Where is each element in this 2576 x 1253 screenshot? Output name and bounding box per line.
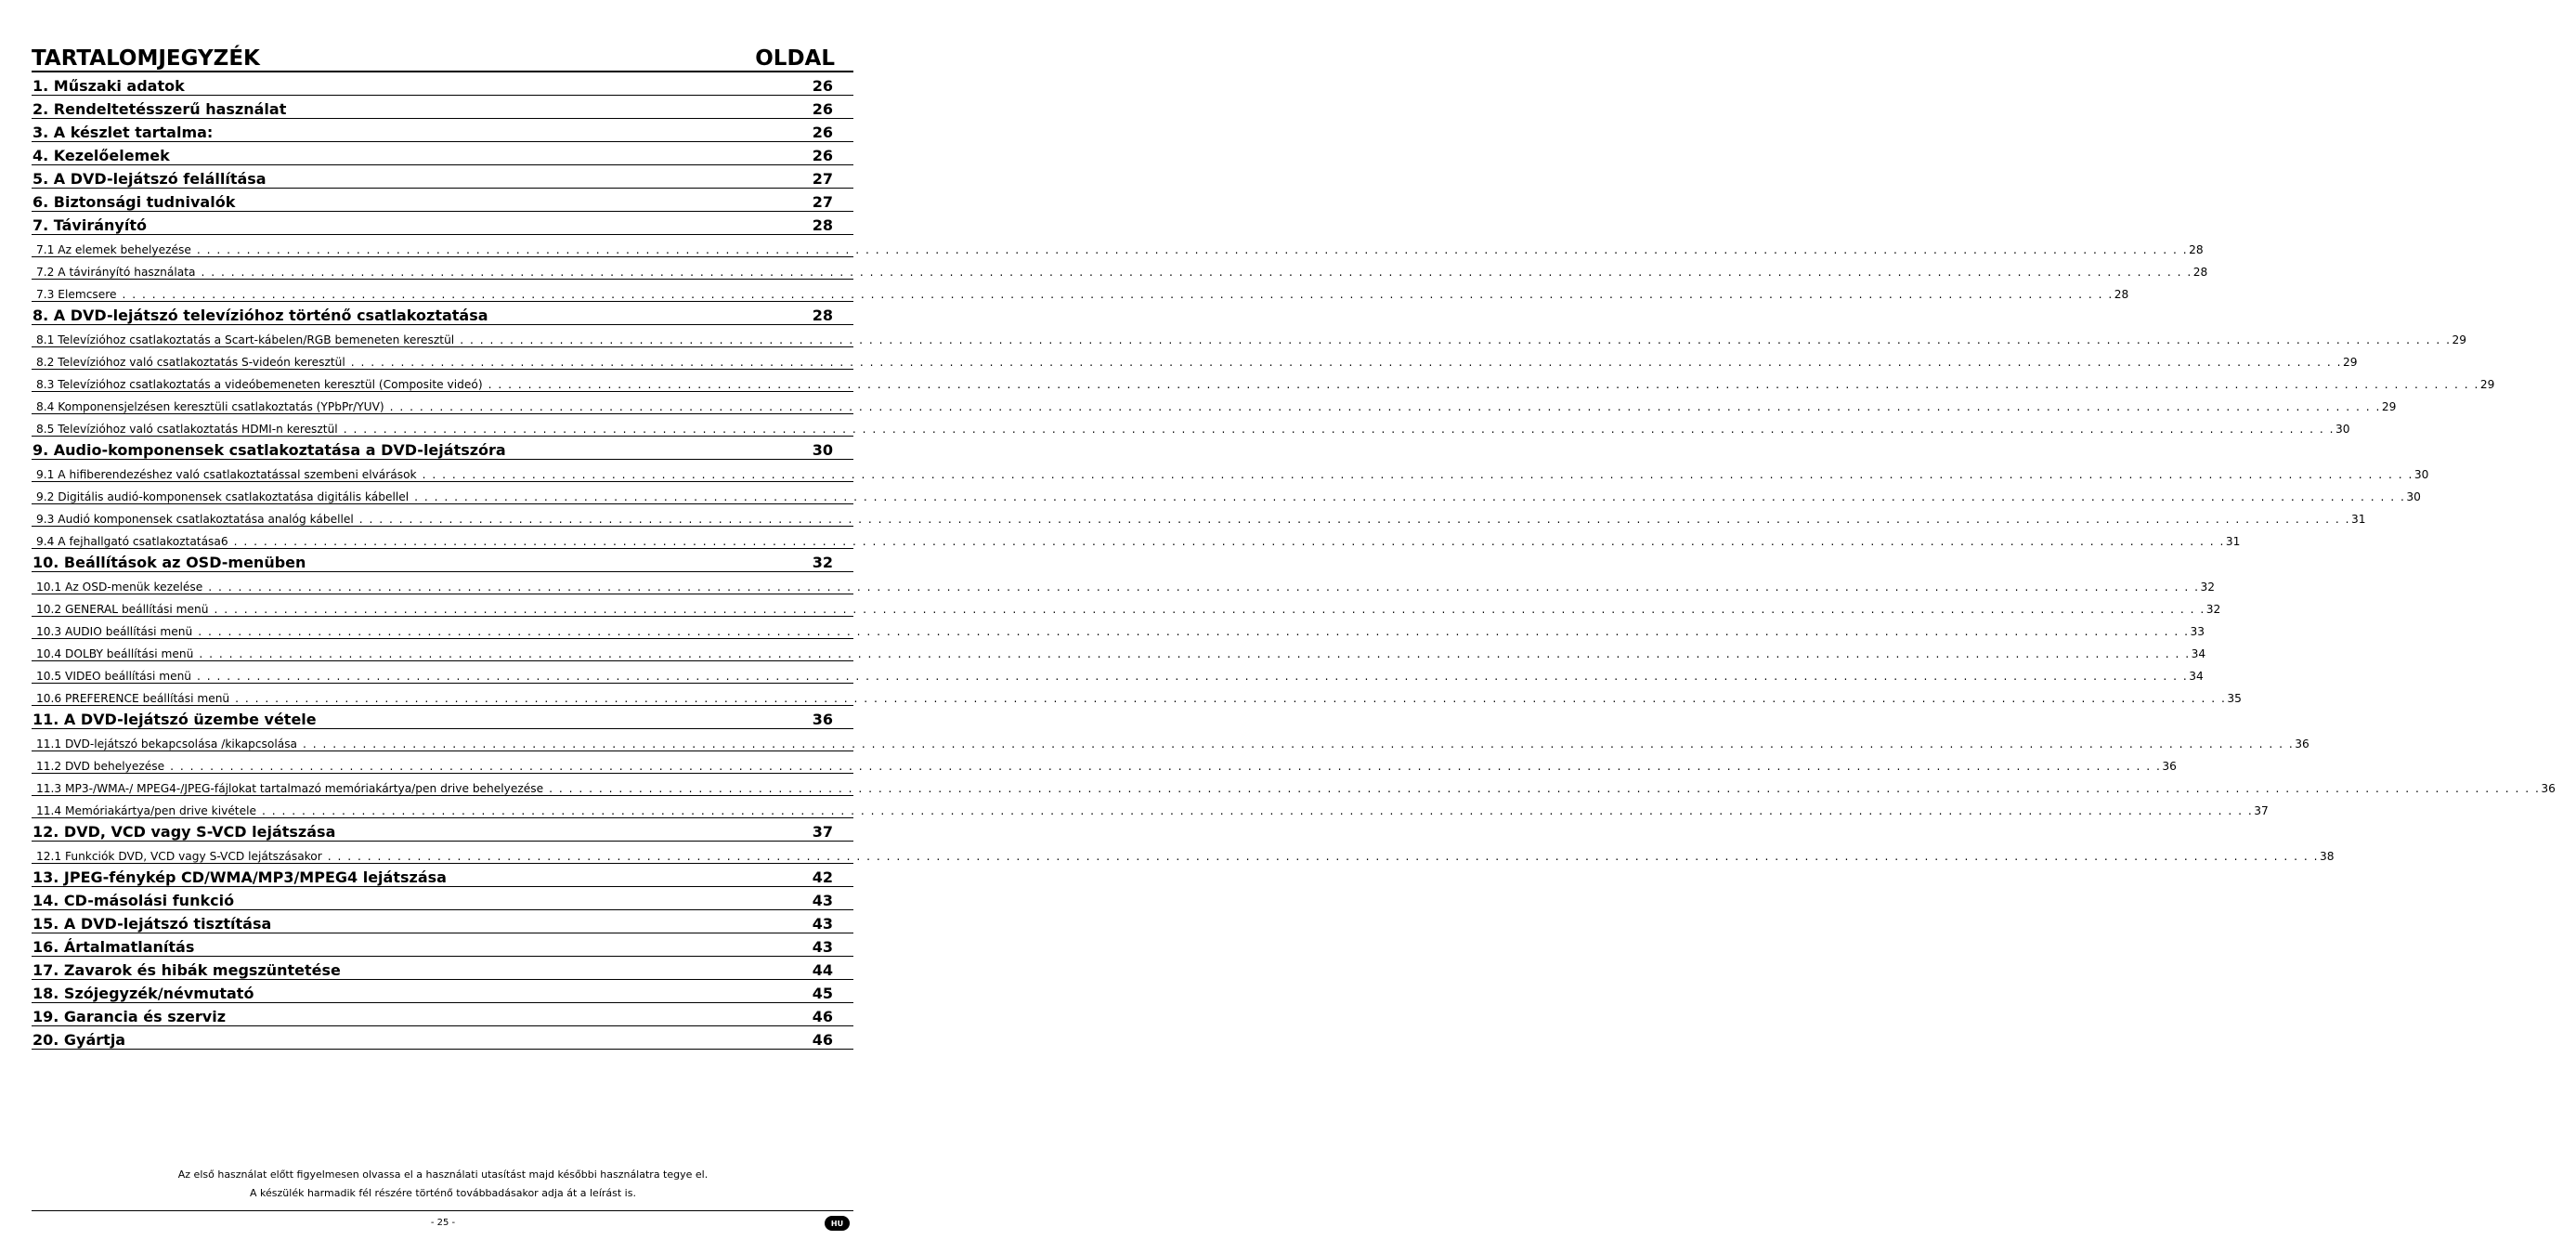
toc-entry-page: 28 xyxy=(812,307,833,324)
toc-dot-leader: . . . . . . . . . . . . . . . . . . . . . . . . . . . . . . . . . . . . . . . . . . . . . . . . . . . . . . . . . . . . . . . . . . . . . . . . . . . . . . . . . . . . . . . . . . . . . . . . . . . . . . . . . . . . . . . . . . . . . . . . . . . . . . . . . . . . . . . . . . . . . . . . . . . . . . . . . . . . . . . . . . . . . . . . . . . . . . . . . . . . . . . . . . . . . . . . . . . . . . . . xyxy=(488,378,2479,391)
toc-dot-leader: . . . . . . . . . . . . . . . . . . . . . . . . . . . . . . . . . . . . . . . . . . . . . . . . . . . . . . . . . . . . . . . . . . . . . . . . . . . . . . . . . . . . . . . . . . . . . . . . . . . . . . . . . . . . . . . . . . . . . . . . . . . . . . . . . . . . . . . . . . . . . . . . . . . . . . . . . . . . . . . . . . . . . . . . . . . . . . . . . . . . . . . . . . . . . . . . . . . . . . . . xyxy=(233,535,2225,548)
toc-entry-page: 37 xyxy=(2254,804,2269,817)
toc-chapter-row xyxy=(32,818,853,842)
toc-dot-leader: . . . . . . . . . . . . . . . . . . . . . . . . . . . . . . . . . . . . . . . . . . . . . . . . . . . . . . . . . . . . . . . . . . . . . . . . . . . . . . . . . . . . . . . . . . . . . . . . . . . . . . . . . . . . . . . . . . . . . . . . . . . . . . . . . . . . . . . . . . . . . . . . . . . . . . . . . . . . . . . . . . . . . . . . . . . . . . . . . . . . . . . . . . . . . . . . . . . . . . . . xyxy=(549,782,2541,795)
toc-entry-page: 35 xyxy=(2227,692,2242,705)
toc-entry-title: 7.1 Az elemek behelyezése xyxy=(36,243,191,256)
toc-entry-page: 28 xyxy=(2189,243,2204,256)
toc-entry-page: 29 xyxy=(2452,333,2466,346)
toc-entry-title: 7.3 Elemcsere xyxy=(36,288,117,301)
toc-entry-page: 29 xyxy=(2479,378,2495,391)
footer-note-line-1: Az első használat előtt figyelmesen olvassa el a használati utasítást majd későbbi használatra tegye el. xyxy=(177,1168,709,1181)
toc-dot-leader: . . . . . . . . . . . . . . . . . . . . . . . . . . . . . . . . . . . . . . . . . . . . . . . . . . . . . . . . . . . . . . . . . . . . . . . . . . . . . . . . . . . . . . . . . . . . . . . . . . . . . . . . . . . . . . . . . . . . . . . . . . . . . . . . . . . . . . . . . . . . . . . . . . . . . . . . . . . . . . . . . . . . . . . . . . . . . . . . . . . . . . . . . . . . . . . . . . . . . . . . xyxy=(261,804,2254,817)
toc-dot-leader: . . . . . . . . . . . . . . . . . . . . . . . . . . . . . . . . . . . . . . . . . . . . . . . . . . . . . . . . . . . . . . . . . . . . . . . . . . . . . . . . . . . . . . . . . . . . . . . . . . . . . . . . . . . . . . . . . . . . . . . . . . . . . . . . . . . . . . . . . . . . . . . . . . . . . . . . . . . . . . . . . . . . . . . . . . . . . . . . . . . . . . . . . . . . . . . . . . . . . . . . xyxy=(170,760,2162,773)
toc-entry-title: 9. Audio-komponensek csatlakoztatása a DVD-lejátszóra xyxy=(33,441,506,459)
table-of-contents xyxy=(32,43,2556,1050)
toc-chapter-row xyxy=(32,706,853,729)
toc-entry-page: 31 xyxy=(2225,535,2241,548)
toc-entry-title: 8.4 Komponensjelzésen keresztüli csatlakoztatás (YPbPr/YUV) xyxy=(36,400,384,413)
toc-entry-title: 10.1 Az OSD-menük kezelése xyxy=(36,581,203,594)
toc-entry-page: 36 xyxy=(2295,737,2309,750)
toc-chapter-row xyxy=(32,887,853,910)
toc-entry-title: 9.4 A fejhallgató csatlakoztatása6 xyxy=(36,535,228,548)
toc-entry-title: 10.6 PREFERENCE beállítási menü xyxy=(36,692,230,705)
toc-section-row xyxy=(32,572,2215,594)
toc-section-row xyxy=(32,235,2204,257)
toc-entry-title: 16. Ártalmatlanítás xyxy=(33,938,195,956)
toc-entry-page: 33 xyxy=(2190,625,2205,638)
toc-section-row xyxy=(32,842,2335,864)
toc-dot-leader: . . . . . . . . . . . . . . . . . . . . . . . . . . . . . . . . . . . . . . . . . . . . . . . . . . . . . . . . . . . . . . . . . . . . . . . . . . . . . . . . . . . . . . . . . . . . . . . . . . . . . . . . . . . . . . . . . . . . . . . . . . . . . . . . . . . . . . . . . . . . . . . . . . . . . . . . . . . . . . . . . . . . . . . . . . . . . . . . . . . . . . . . . . . . . . . . . . . . . . . . xyxy=(196,243,2189,256)
toc-chapter-row xyxy=(32,119,853,142)
toc-entry-page: 29 xyxy=(2381,400,2397,413)
toc-entry-title: 14. CD-másolási funkció xyxy=(33,892,235,909)
toc-section-row xyxy=(32,392,2397,414)
toc-section-row xyxy=(32,729,2309,751)
toc-chapter-row xyxy=(32,212,853,235)
toc-entry-title: 10.5 VIDEO beállítási menü xyxy=(36,670,192,683)
toc-entry-page: 36 xyxy=(812,711,833,728)
toc-section-row xyxy=(32,684,2242,706)
toc-chapter-row xyxy=(32,957,853,980)
toc-dot-leader: . . . . . . . . . . . . . . . . . . . . . . . . . . . . . . . . . . . . . . . . . . . . . . . . . . . . . . . . . . . . . . . . . . . . . . . . . . . . . . . . . . . . . . . . . . . . . . . . . . . . . . . . . . . . . . . . . . . . . . . . . . . . . . . . . . . . . . . . . . . . . . . . . . . . . . . . . . . . . . . . . . . . . . . . . . . . . . . . . . . . . . . . . . . . . . . . . . . . . . . . xyxy=(327,850,2320,863)
toc-entry-title: 9.1 A hifiberendezéshez való csatlakoztatással szembeni elvárások xyxy=(36,468,417,481)
toc-chapter-row xyxy=(32,933,853,957)
toc-entry-page: 46 xyxy=(812,1031,833,1049)
toc-title: TARTALOMJEGYZÉK xyxy=(32,46,260,71)
toc-entry-page: 26 xyxy=(812,100,833,118)
toc-entry-title: 4. Kezelőelemek xyxy=(33,147,170,164)
toc-entry-page: 28 xyxy=(2114,288,2129,301)
toc-entry-page: 42 xyxy=(812,868,833,886)
toc-entry-title: 18. Szójegyzék/névmutató xyxy=(33,985,254,1002)
toc-section-row xyxy=(32,482,2421,504)
toc-dot-leader: . . . . . . . . . . . . . . . . . . . . . . . . . . . . . . . . . . . . . . . . . . . . . . . . . . . . . . . . . . . . . . . . . . . . . . . . . . . . . . . . . . . . . . . . . . . . . . . . . . . . . . . . . . . . . . . . . . . . . . . . . . . . . . . . . . . . . . . . . . . . . . . . . . . . . . . . . . . . . . . . . . . . . . . . . . . . . . . . . . . . . . . . . . . . . . . . . . . . . . . . xyxy=(422,468,2413,481)
toc-section-row xyxy=(32,751,2177,774)
toc-entry-title: 2. Rendeltetésszerű használat xyxy=(33,100,287,118)
toc-entry-page: 27 xyxy=(812,193,833,211)
toc-entry-page: 38 xyxy=(2320,850,2335,863)
toc-section-row xyxy=(32,325,2466,347)
toc-entry-page: 32 xyxy=(2205,603,2221,616)
toc-entry-title: 13. JPEG-fénykép CD/WMA/MP3/MPEG4 lejátszása xyxy=(33,868,447,886)
toc-entry-page: 43 xyxy=(812,915,833,933)
toc-entry-title: 7. Távirányító xyxy=(33,216,147,234)
toc-entry-title: 20. Gyártja xyxy=(33,1031,126,1049)
toc-entry-page: 30 xyxy=(2335,423,2350,436)
toc-entry-title: 17. Zavarok és hibák megszüntetése xyxy=(33,961,341,979)
toc-chapter-row xyxy=(32,72,853,96)
toc-dot-leader: . . . . . . . . . . . . . . . . . . . . . . . . . . . . . . . . . . . . . . . . . . . . . . . . . . . . . . . . . . . . . . . . . . . . . . . . . . . . . . . . . . . . . . . . . . . . . . . . . . . . . . . . . . . . . . . . . . . . . . . . . . . . . . . . . . . . . . . . . . . . . . . . . . . . . . . . . . . . . . . . . . . . . . . . . . . . . . . . . . . . . . . . . . . . . . . . . . . . . . . . xyxy=(414,490,2406,503)
toc-section-row xyxy=(32,639,2206,661)
toc-section-row xyxy=(32,527,2241,549)
toc-entry-page: 34 xyxy=(2191,647,2206,660)
toc-dot-leader: . . . . . . . . . . . . . . . . . . . . . . . . . . . . . . . . . . . . . . . . . . . . . . . . . . . . . . . . . . . . . . . . . . . . . . . . . . . . . . . . . . . . . . . . . . . . . . . . . . . . . . . . . . . . . . . . . . . . . . . . . . . . . . . . . . . . . . . . . . . . . . . . . . . . . . . . . . . . . . . . . . . . . . . . . . . . . . . . . . . . . . . . . . . . . . . . . . . . . . . . xyxy=(208,581,2200,594)
toc-entry-title: 10.2 GENERAL beállítási menü xyxy=(36,603,209,616)
toc-chapter-row xyxy=(32,437,853,460)
toc-section-row xyxy=(32,774,2556,796)
page-number: - 25 - xyxy=(430,1218,456,1228)
toc-entry-title: 10.3 AUDIO beállítási menü xyxy=(36,625,193,638)
toc-entry-page: 30 xyxy=(812,441,833,459)
toc-dot-leader: . . . . . . . . . . . . . . . . . . . . . . . . . . . . . . . . . . . . . . . . . . . . . . . . . . . . . . . . . . . . . . . . . . . . . . . . . . . . . . . . . . . . . . . . . . . . . . . . . . . . . . . . . . . . . . . . . . . . . . . . . . . . . . . . . . . . . . . . . . . . . . . . . . . . . . . . . . . . . . . . . . . . . . . . . . . . . . . . . . . . . . . . . . . . . . . . . . . . . . . . xyxy=(214,603,2205,616)
toc-section-row xyxy=(32,594,2221,617)
toc-entry-page: 30 xyxy=(2413,468,2429,481)
toc-entry-title: 10.4 DOLBY beállítási menü xyxy=(36,647,194,660)
toc-dot-leader: . . . . . . . . . . . . . . . . . . . . . . . . . . . . . . . . . . . . . . . . . . . . . . . . . . . . . . . . . . . . . . . . . . . . . . . . . . . . . . . . . . . . . . . . . . . . . . . . . . . . . . . . . . . . . . . . . . . . . . . . . . . . . . . . . . . . . . . . . . . . . . . . . . . . . . . . . . . . . . . . . . . . . . . . . . . . . . . . . . . . . . . . . . . . . . . . . . . . . . . . xyxy=(303,737,2295,750)
toc-page-column-label: OLDAL xyxy=(755,46,835,71)
toc-dot-leader: . . . . . . . . . . . . . . . . . . . . . . . . . . . . . . . . . . . . . . . . . . . . . . . . . . . . . . . . . . . . . . . . . . . . . . . . . . . . . . . . . . . . . . . . . . . . . . . . . . . . . . . . . . . . . . . . . . . . . . . . . . . . . . . . . . . . . . . . . . . . . . . . . . . . . . . . . . . . . . . . . . . . . . . . . . . . . . . . . . . . . . . . . . . . . . . . . . . . . . . . xyxy=(197,670,2189,683)
toc-entry-page: 45 xyxy=(812,985,833,1002)
toc-chapter-row xyxy=(32,165,853,189)
toc-chapter-row xyxy=(32,142,853,165)
toc-entry-title: 5. A DVD-lejátszó felállítása xyxy=(33,170,267,188)
toc-entry-page: 28 xyxy=(812,216,833,234)
footer-note-line-2: A készülék harmadik fél részére történő továbbadásakor adja át a leírást is. xyxy=(250,1187,636,1199)
toc-entry-title: 10. Beállítások az OSD-menüben xyxy=(33,554,306,571)
toc-entry-page: 32 xyxy=(2200,581,2215,594)
toc-dot-leader: . . . . . . . . . . . . . . . . . . . . . . . . . . . . . . . . . . . . . . . . . . . . . . . . . . . . . . . . . . . . . . . . . . . . . . . . . . . . . . . . . . . . . . . . . . . . . . . . . . . . . . . . . . . . . . . . . . . . . . . . . . . . . . . . . . . . . . . . . . . . . . . . . . . . . . . . . . . . . . . . . . . . . . . . . . . . . . . . . . . . . . . . . . . . . . . . . . . . . . . . xyxy=(343,423,2335,436)
toc-entry-title: 8.2 Televízióhoz való csatlakoztatás S-videón keresztül xyxy=(36,356,345,369)
toc-section-row xyxy=(32,661,2204,684)
toc-entry-title: 6. Biztonsági tudnivalók xyxy=(33,193,236,211)
toc-entry-page: 43 xyxy=(812,938,833,956)
toc-entry-page: 29 xyxy=(2343,356,2358,369)
toc-entry-title: 12.1 Funkciók DVD, VCD vagy S-VCD lejátszásakor xyxy=(36,850,322,863)
toc-dot-leader: . . . . . . . . . . . . . . . . . . . . . . . . . . . . . . . . . . . . . . . . . . . . . . . . . . . . . . . . . . . . . . . . . . . . . . . . . . . . . . . . . . . . . . . . . . . . . . . . . . . . . . . . . . . . . . . . . . . . . . . . . . . . . . . . . . . . . . . . . . . . . . . . . . . . . . . . . . . . . . . . . . . . . . . . . . . . . . . . . . . . . . . . . . . . . . . . . . . . . . . . xyxy=(235,692,2227,705)
toc-rows xyxy=(32,72,2556,1050)
toc-section-row xyxy=(32,257,2208,280)
toc-section-row xyxy=(32,796,2269,818)
toc-entry-page: 28 xyxy=(2192,266,2208,279)
toc-dot-leader: . . . . . . . . . . . . . . . . . . . . . . . . . . . . . . . . . . . . . . . . . . . . . . . . . . . . . . . . . . . . . . . . . . . . . . . . . . . . . . . . . . . . . . . . . . . . . . . . . . . . . . . . . . . . . . . . . . . . . . . . . . . . . . . . . . . . . . . . . . . . . . . . . . . . . . . . . . . . . . . . . . . . . . . . . . . . . . . . . . . . . . . . . . . . . . . . . . . . . . . . xyxy=(201,266,2192,279)
toc-entry-title: 1. Műszaki adatok xyxy=(33,77,185,95)
toc-entry-page: 26 xyxy=(812,124,833,141)
toc-entry-page: 32 xyxy=(812,554,833,571)
toc-entry-page: 34 xyxy=(2189,670,2204,683)
toc-entry-title: 8.3 Televízióhoz csatlakoztatás a videóbemeneten keresztül (Composite videó) xyxy=(36,378,483,391)
toc-chapter-row xyxy=(32,189,853,212)
toc-entry-title: 8.5 Televízióhoz való csatlakoztatás HDMI-n keresztül xyxy=(36,423,338,436)
toc-entry-page: 26 xyxy=(812,77,833,95)
toc-entry-page: 26 xyxy=(812,147,833,164)
toc-dot-leader: . . . . . . . . . . . . . . . . . . . . . . . . . . . . . . . . . . . . . . . . . . . . . . . . . . . . . . . . . . . . . . . . . . . . . . . . . . . . . . . . . . . . . . . . . . . . . . . . . . . . . . . . . . . . . . . . . . . . . . . . . . . . . . . . . . . . . . . . . . . . . . . . . . . . . . . . . . . . . . . . . . . . . . . . . . . . . . . . . . . . . . . . . . . . . . . . . . . . . . . . xyxy=(350,356,2342,369)
toc-entry-page: 36 xyxy=(2541,782,2556,795)
toc-entry-page: 43 xyxy=(812,892,833,909)
toc-entry-title: 3. A készlet tartalma: xyxy=(33,124,214,141)
toc-entry-title: 11.1 DVD-lejátszó bekapcsolása /kikapcsolása xyxy=(36,737,298,750)
toc-entry-title: 8. A DVD-lejátszó televízióhoz történő csatlakoztatása xyxy=(33,307,488,324)
footer-divider xyxy=(32,1210,853,1211)
toc-entry-page: 31 xyxy=(2351,513,2366,526)
toc-dot-leader: . . . . . . . . . . . . . . . . . . . . . . . . . . . . . . . . . . . . . . . . . . . . . . . . . . . . . . . . . . . . . . . . . . . . . . . . . . . . . . . . . . . . . . . . . . . . . . . . . . . . . . . . . . . . . . . . . . . . . . . . . . . . . . . . . . . . . . . . . . . . . . . . . . . . . . . . . . . . . . . . . . . . . . . . . . . . . . . . . . . . . . . . . . . . . . . . . . . . . . . . xyxy=(358,513,2351,526)
toc-section-row xyxy=(32,460,2429,482)
toc-entry-page: 37 xyxy=(812,823,833,841)
toc-entry-title: 8.1 Televízióhoz csatlakoztatás a Scart-kábelen/RGB bemeneten keresztül xyxy=(36,333,455,346)
toc-dot-leader: . . . . . . . . . . . . . . . . . . . . . . . . . . . . . . . . . . . . . . . . . . . . . . . . . . . . . . . . . . . . . . . . . . . . . . . . . . . . . . . . . . . . . . . . . . . . . . . . . . . . . . . . . . . . . . . . . . . . . . . . . . . . . . . . . . . . . . . . . . . . . . . . . . . . . . . . . . . . . . . . . . . . . . . . . . . . . . . . . . . . . . . . . . . . . . . . . . . . . . . . xyxy=(199,647,2191,660)
toc-entry-title: 9.2 Digitális audió-komponensek csatlakoztatása digitális kábellel xyxy=(36,490,410,503)
toc-section-row xyxy=(32,347,2358,370)
toc-entry-page: 30 xyxy=(2406,490,2421,503)
toc-entry-title: 11. A DVD-lejátszó üzembe vétele xyxy=(33,711,317,728)
toc-header xyxy=(32,43,853,72)
toc-entry-title: 11.4 Memóriakártya/pen drive kivétele xyxy=(36,804,256,817)
toc-section-row xyxy=(32,414,2350,437)
toc-entry-title: 12. DVD, VCD vagy S-VCD lejátszása xyxy=(33,823,336,841)
toc-chapter-row xyxy=(32,302,853,325)
toc-section-row xyxy=(32,280,2129,302)
toc-dot-leader: . . . . . . . . . . . . . . . . . . . . . . . . . . . . . . . . . . . . . . . . . . . . . . . . . . . . . . . . . . . . . . . . . . . . . . . . . . . . . . . . . . . . . . . . . . . . . . . . . . . . . . . . . . . . . . . . . . . . . . . . . . . . . . . . . . . . . . . . . . . . . . . . . . . . . . . . . . . . . . . . . . . . . . . . . . . . . . . . . . . . . . . . . . . . . . . . . . . . . . . . xyxy=(198,625,2190,638)
toc-dot-leader: . . . . . . . . . . . . . . . . . . . . . . . . . . . . . . . . . . . . . . . . . . . . . . . . . . . . . . . . . . . . . . . . . . . . . . . . . . . . . . . . . . . . . . . . . . . . . . . . . . . . . . . . . . . . . . . . . . . . . . . . . . . . . . . . . . . . . . . . . . . . . . . . . . . . . . . . . . . . . . . . . . . . . . . . . . . . . . . . . . . . . . . . . . . . . . . . . . . . . . . . xyxy=(389,400,2381,413)
toc-section-row xyxy=(32,370,2495,392)
language-badge: HU xyxy=(825,1216,850,1231)
toc-entry-page: 27 xyxy=(812,170,833,188)
toc-chapter-row xyxy=(32,980,853,1003)
toc-chapter-row xyxy=(32,864,853,887)
toc-entry-title: 15. A DVD-lejátszó tisztítása xyxy=(33,915,272,933)
toc-entry-title: 7.2 A távirányító használata xyxy=(36,266,196,279)
toc-entry-page: 44 xyxy=(812,961,833,979)
toc-entry-title: 9.3 Audió komponensek csatlakoztatása analóg kábellel xyxy=(36,513,354,526)
toc-chapter-row xyxy=(32,910,853,933)
toc-chapter-row xyxy=(32,1026,853,1050)
toc-entry-title: 11.3 MP3-/WMA-/ MPEG4-/JPEG-fájlokat tartalmazó memóriakártya/pen drive behelyezése xyxy=(36,782,544,795)
toc-section-row xyxy=(32,504,2366,527)
toc-chapter-row xyxy=(32,549,853,572)
toc-chapter-row xyxy=(32,1003,853,1026)
toc-entry-title: 19. Garancia és szerviz xyxy=(33,1008,227,1025)
toc-dot-leader: . . . . . . . . . . . . . . . . . . . . . . . . . . . . . . . . . . . . . . . . . . . . . . . . . . . . . . . . . . . . . . . . . . . . . . . . . . . . . . . . . . . . . . . . . . . . . . . . . . . . . . . . . . . . . . . . . . . . . . . . . . . . . . . . . . . . . . . . . . . . . . . . . . . . . . . . . . . . . . . . . . . . . . . . . . . . . . . . . . . . . . . . . . . . . . . . . . . . . . . . xyxy=(460,333,2452,346)
toc-dot-leader: . . . . . . . . . . . . . . . . . . . . . . . . . . . . . . . . . . . . . . . . . . . . . . . . . . . . . . . . . . . . . . . . . . . . . . . . . . . . . . . . . . . . . . . . . . . . . . . . . . . . . . . . . . . . . . . . . . . . . . . . . . . . . . . . . . . . . . . . . . . . . . . . . . . . . . . . . . . . . . . . . . . . . . . . . . . . . . . . . . . . . . . . . . . . . . . . . . . . . . . . xyxy=(122,288,2114,301)
toc-section-row xyxy=(32,617,2205,639)
toc-chapter-row xyxy=(32,96,853,119)
toc-entry-title: 11.2 DVD behelyezése xyxy=(36,760,165,773)
toc-entry-page: 36 xyxy=(2162,760,2177,773)
toc-entry-page: 46 xyxy=(812,1008,833,1025)
